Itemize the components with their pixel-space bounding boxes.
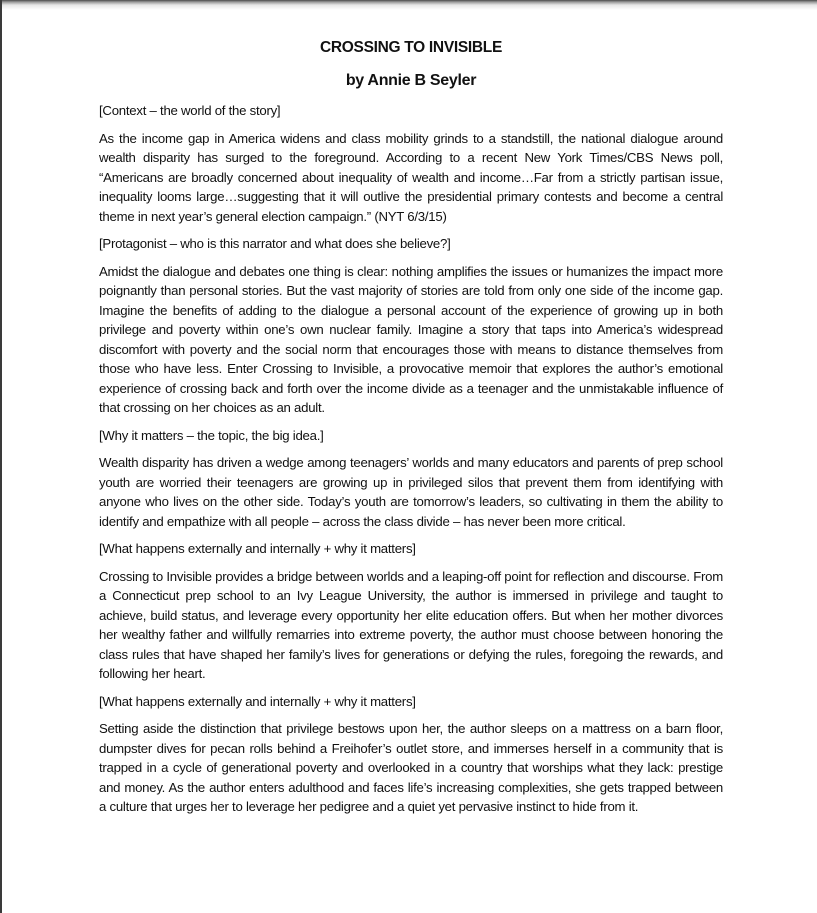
document-body: [99, 37, 723, 825]
section-label-protagonist: [Protagonist – who is this narrator and what does she believe?]: [99, 236, 451, 251]
section-paragraph-context: As the income gap in America widens and class mobility grinds to a standstill, the national dialogue around wealth disparity has surged to the foreground. According to a recent New York Times/CBS News poll, “Americans are broadly concerned about inequality of wealth and income…Far from a strictly partisan issue, inequality looms large…suggesting that it will outlive the presidential primary contests and become a central theme in next year’s general election campaign.” (NYT 6/3/15): [99, 130, 723, 224]
section-label-context: [Context – the world of the story]: [99, 103, 281, 118]
section-label-what-happens-2: [What happens externally and internally + why it matters]: [99, 693, 416, 709]
section-label-what-happens-1: [What happens externally and internally + why it matters]: [99, 541, 416, 556]
page-top-shadow: [2, 0, 817, 10]
document-title: CROSSING TO INVISIBLE: [319, 39, 503, 56]
section-label-why-it-matters: [Why it matters – the topic, the big idea.]: [99, 427, 324, 443]
section-paragraph-what-happens-1: Crossing to Invisible provides a bridge between worlds and a leaping-off point for reflection and discourse. From a Connecticut prep school to an Ivy League University, the author is immersed in privilege and taught to achieve, build status, and leverage every opportunity her elite education offers. But when her mother divorces her wealthy father and willfully remarries into extreme poverty, the author must choose between honoring the class rules that have shaped her family’s lives for generations or defying the rules, foregoing the rewards, and following her heart.: [99, 568, 723, 681]
section-paragraph-protagonist: Amidst the dialogue and debates one thing is clear: nothing amplifies the issues or humanizes the impact more poignantly than personal stories. But the vast majority of stories are told from only one side of the income gap. Imagine the benefits of adding to the dialogue a personal account of the experience of growing up in both privilege and poverty within one’s own nuclear family. Imagine a story that taps into America’s widespread discomfort with poverty and the social norm that encourages those with means to distance themselves from those who have less. Enter Crossing to Invisible, a provocative memoir that explores the author’s emotional experience of crossing back and forth over the income divide as a teenager and the unmistakable influence of that crossing on her choices as an adult.: [99, 263, 723, 415]
document-author: by Annie B Seyler: [345, 72, 477, 89]
section-paragraph-what-happens-2: Setting aside the distinction that privilege bestows upon her, the author sleeps on a mattress on a barn floor, dumpster dives for pecan rolls behind a Freihofer’s outlet store, and immerses herself in a community that is trapped in a cycle of generational poverty and overlooked in a country that worships what they lack: prestige and money. As the author enters adulthood and faces life’s increasing complexities, she gets trapped between a culture that urges her to leverage her pedigree and a quiet yet pervasive instinct to hide from it.: [99, 721, 723, 814]
section-paragraph-why-it-matters: Wealth disparity has driven a wedge among teenagers’ worlds and many educators and parents of prep school youth are worried their teenagers are growing up in privileged silos that prevent them from identifying with anyone who lives on the other side. Today’s youth are tomorrow’s leaders, so cultivating in them the ability to identify and empathize with all people – across the class divide – has never been more critical.: [99, 455, 723, 529]
